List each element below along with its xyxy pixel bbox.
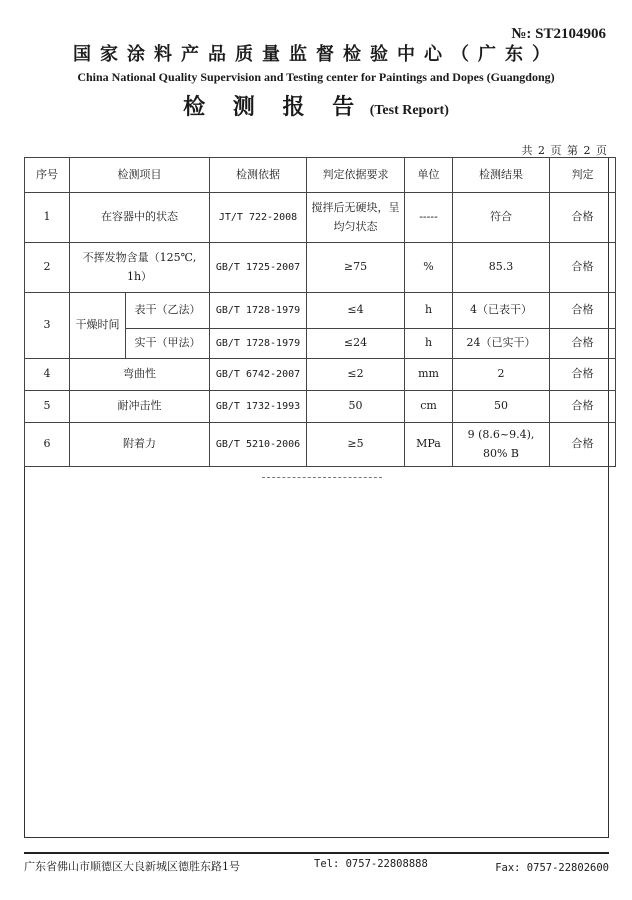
footer-address: 广东省佛山市顺德区大良新城区德胜东路1号 [24,860,240,873]
cell-seq: 4 [25,359,70,391]
cell-unit: h [405,329,453,359]
cell-verdict: 合格 [550,193,616,243]
cell-unit: MPa [405,423,453,467]
footer-divider [24,852,609,854]
header-result: 检测结果 [453,158,550,193]
cell-seq: 1 [25,193,70,243]
cell-item: 表干（乙法） [126,293,210,329]
cell-unit: % [405,243,453,293]
cell-verdict: 合格 [550,423,616,467]
table-row [25,243,616,293]
cell-basis: GB/T 5210-2006 [210,423,307,467]
document-title-cn: 检 测 报 告 [183,94,365,120]
header-unit: 单位 [405,158,453,193]
report-number: №: ST2104906 [511,26,606,42]
organization-name-cn: 国家涂料产品质量监督检验中心（广东） [73,44,559,65]
cell-item: 在容器中的状态 [70,193,210,243]
cell-unit: h [405,293,453,329]
header-requirement: 判定依据要求 [307,158,405,193]
table-header-row [25,158,616,193]
cell-requirement: ≥5 [307,423,405,467]
cell-unit: ----- [405,193,453,243]
cell-verdict: 合格 [550,243,616,293]
cell-result: 50 [453,391,550,423]
page-indicator: 共 2 页 第 2 页 [521,144,608,157]
cell-item: 不挥发物含量（125℃, 1h） [70,243,210,293]
cell-result: 4（已表干） [453,293,550,329]
header-verdict: 判定 [550,158,616,193]
table-row [25,391,616,423]
cell-unit: cm [405,391,453,423]
document-title [0,90,632,121]
document-title-en: (Test Report) [369,103,449,118]
cell-verdict: 合格 [550,391,616,423]
cell-requirement: ≤4 [307,293,405,329]
cell-requirement: ≤24 [307,329,405,359]
cell-result: 9 (8.6~9.4), 80% B [453,423,550,467]
cell-item: 弯曲性 [70,359,210,391]
cell-result: 24（已实干） [453,329,550,359]
cell-result: 85.3 [453,243,550,293]
cell-result: 2 [453,359,550,391]
cell-requirement: ≥75 [307,243,405,293]
table-row [25,423,616,467]
table-row [25,193,616,243]
table-row [25,293,616,329]
cell-requirement: ≤2 [307,359,405,391]
cell-item: 耐冲击性 [70,391,210,423]
cell-requirement: 搅拌后无硬块，呈均匀状态 [307,193,405,243]
cell-seq: 6 [25,423,70,467]
header-seq: 序号 [25,158,70,193]
cell-verdict: 合格 [550,359,616,391]
cell-item: 实干（甲法） [126,329,210,359]
cell-basis: GB/T 1728-1979 [210,293,307,329]
cell-unit: mm [405,359,453,391]
cell-basis: GB/T 1732-1993 [210,391,307,423]
cell-seq: 2 [25,243,70,293]
test-results-table [24,157,616,467]
table-row [25,359,616,391]
end-of-table-dashes [262,477,382,478]
cell-result: 符合 [453,193,550,243]
footer-telephone: Tel: 0757-22808888 [314,858,428,870]
cell-seq: 3 [25,293,70,359]
cell-basis: GB/T 6742-2007 [210,359,307,391]
cell-group: 干燥时间 [70,293,126,359]
cell-basis: GB/T 1725-2007 [210,243,307,293]
cell-basis: JT/T 722-2008 [210,193,307,243]
cell-basis: GB/T 1728-1979 [210,329,307,359]
cell-verdict: 合格 [550,293,616,329]
cell-item: 附着力 [70,423,210,467]
cell-requirement: 50 [307,391,405,423]
header-basis: 检测依据 [210,158,307,193]
cell-verdict: 合格 [550,329,616,359]
organization-name-en: China National Quality Supervision and Testing center for Paintings and Dopes (Guangdong) [77,70,555,84]
cell-seq: 5 [25,391,70,423]
header-item: 检测项目 [70,158,210,193]
footer-fax: Fax: 0757-22802600 [495,862,609,874]
